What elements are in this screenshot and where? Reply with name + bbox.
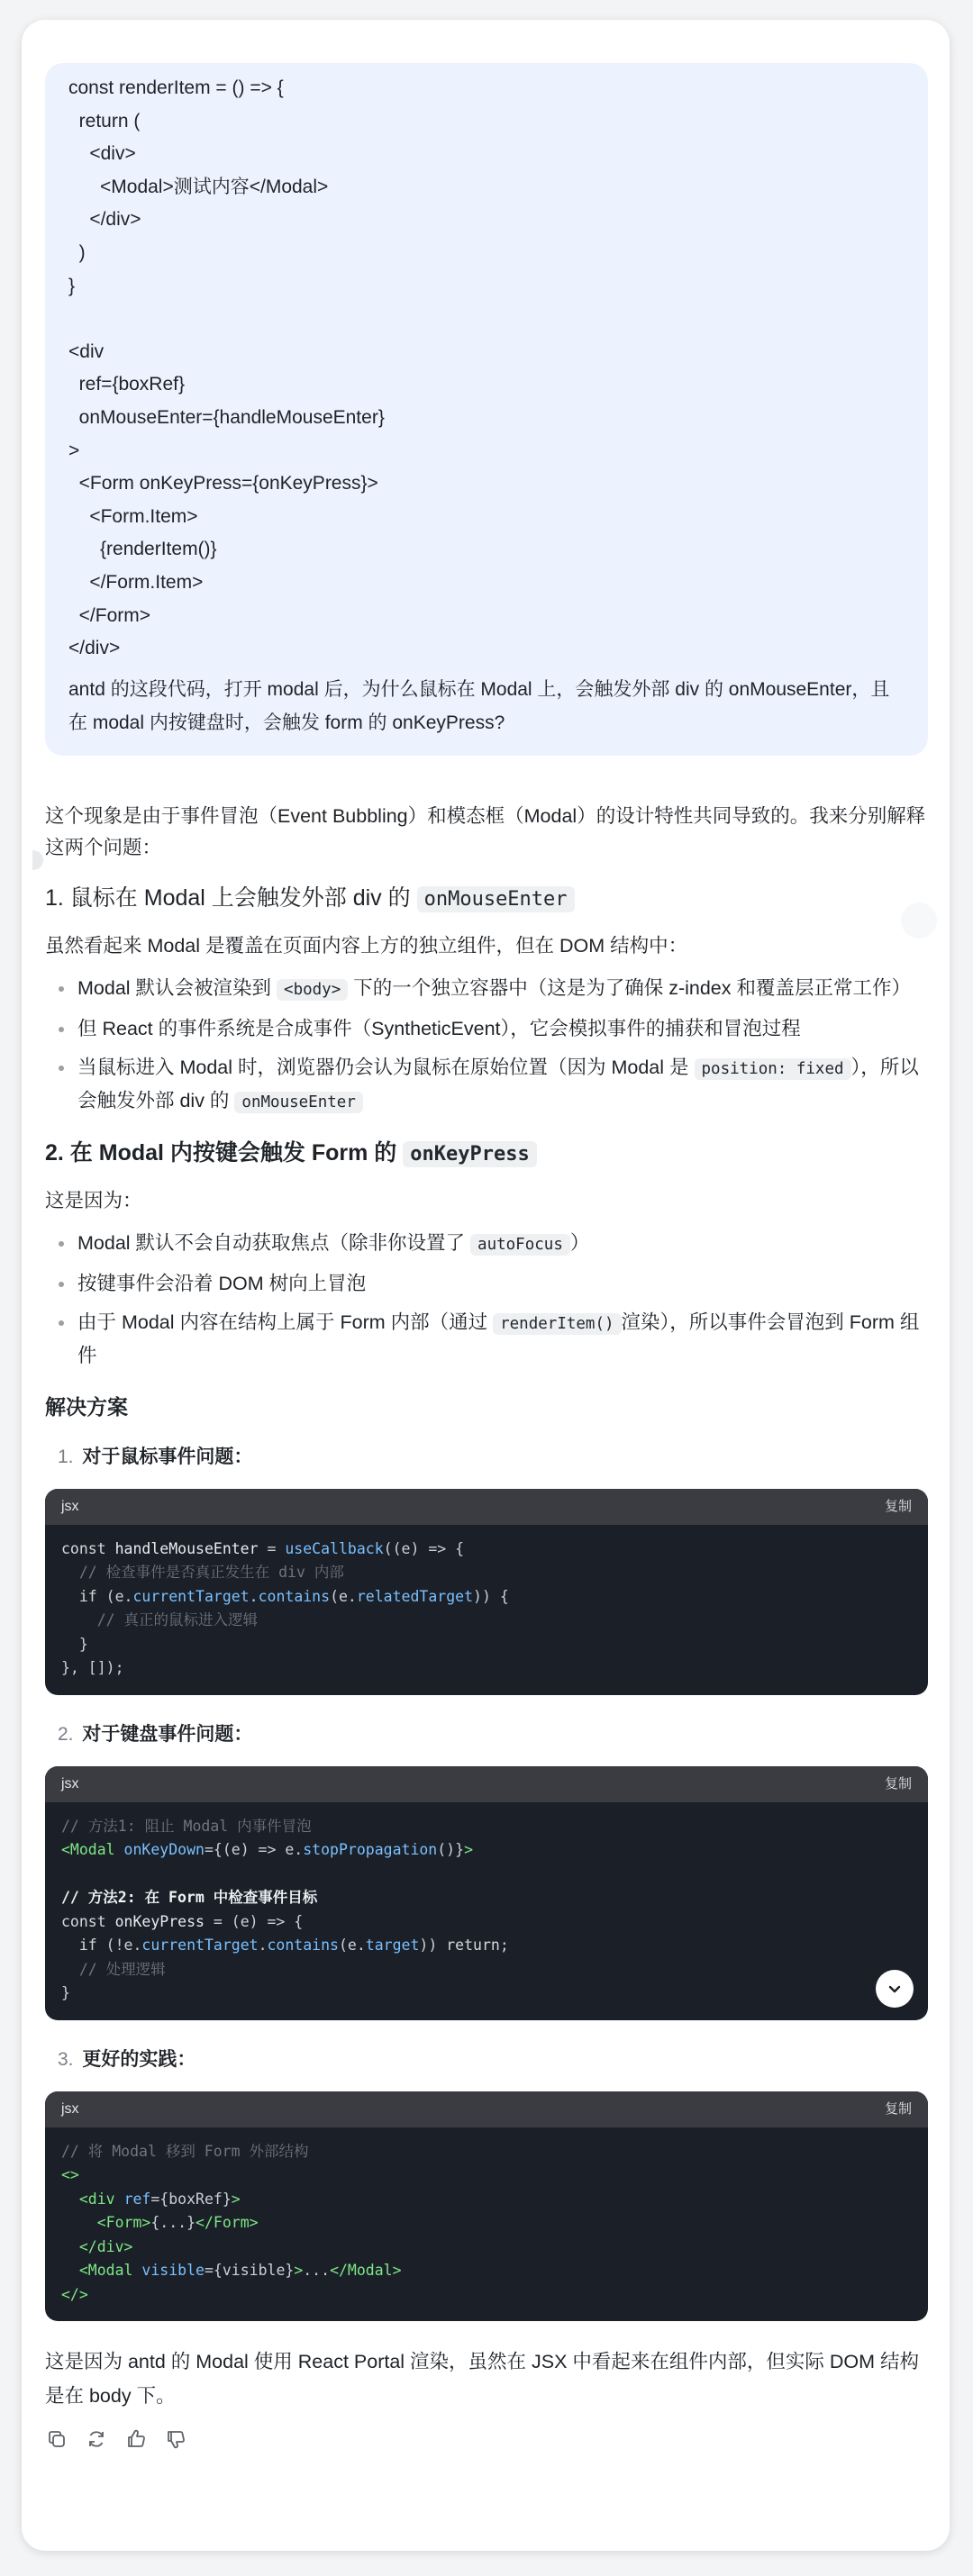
step-label: 更好的实践：	[82, 2048, 196, 2070]
code-block-2	[45, 1766, 928, 2020]
thumbs-down-icon	[165, 2428, 186, 2450]
section-2-text: 这是因为：	[45, 1189, 142, 1211]
code-block-header	[45, 2091, 928, 2127]
user-code-line: <Form.Item>	[68, 505, 198, 527]
conversation	[45, 63, 928, 2451]
list-item	[76, 1228, 928, 1261]
user-code-line: </div>	[68, 638, 121, 659]
user-code-line: <Form onKeyPress={onKeyPress}>	[68, 473, 378, 494]
code-block-header	[45, 1766, 928, 1802]
step-3	[45, 2044, 928, 2075]
code-language: jsx	[61, 1776, 79, 1792]
inline-code: <body>	[277, 979, 348, 1001]
user-code-line: </Form.Item>	[68, 571, 204, 593]
section-1-heading	[45, 880, 928, 918]
code-block-3	[45, 2091, 928, 2322]
code-content: // 方法1: 阻止 Modal 内事件冒泡 <Modal onKeyDown={(e) => e.stopPropagation()}> // 方法2: 在 Form 中检查事件目标 const onKeyPress = (e) => { if (!e.currentTarget.contains(e.target)) return; // 处理逻辑 }	[45, 1802, 928, 2020]
user-code-line	[68, 303, 903, 336]
copy-icon	[46, 2428, 68, 2450]
copy-code-button[interactable]: 复制	[884, 1499, 912, 1515]
like-button[interactable]	[124, 2427, 148, 2451]
dislike-button[interactable]	[164, 2427, 187, 2451]
chevron-down-icon	[886, 1980, 904, 1998]
section-2-title: 2. 在 Modal 内按键会触发 Form 的	[45, 1139, 397, 1166]
bullet-text: 由于 Modal 内容在结构上属于 Form 内部（通过	[77, 1311, 488, 1333]
inline-code: renderItem()	[493, 1313, 621, 1335]
section-1-title-code: onMouseEnter	[417, 886, 575, 912]
inline-code: autoFocus	[470, 1234, 570, 1256]
code-content: const handleMouseEnter = useCallback((e) => { // 检查事件是否真正发生在 div 内部 if (e.currentTarget.contains(e.relatedTarget)) { // 真正的鼠标进入逻辑 } }, []);	[61, 1539, 509, 1677]
code-block-header	[45, 1489, 928, 1525]
bullet-text: Modal 默认会被渲染到	[77, 976, 272, 999]
user-code-line: >	[68, 440, 80, 461]
inline-code: onMouseEnter	[234, 1092, 362, 1113]
code-language: jsx	[61, 1499, 79, 1515]
thumbs-up-icon	[125, 2428, 147, 2450]
regenerate-button[interactable]	[85, 2427, 108, 2451]
user-message-bubble	[45, 63, 928, 756]
regenerate-icon	[86, 2428, 107, 2450]
section-1-title: 1. 鼠标在 Modal 上会触发外部 div 的	[45, 884, 411, 911]
inline-code: position: fixed	[695, 1058, 851, 1080]
user-code-line: )	[68, 241, 86, 263]
step-1	[45, 1441, 928, 1473]
section-2-heading	[45, 1135, 928, 1173]
step-number: 3.	[58, 2048, 74, 2070]
bullet-text: 但 React 的事件系统是合成事件（SyntheticEvent），它会模拟事件的捕获和冒泡过程	[77, 1017, 801, 1039]
message-actions	[45, 2427, 928, 2451]
assistant-answer	[45, 801, 928, 2452]
bullet-text: Modal 默认不会自动获取焦点（除非你设置了	[77, 1231, 466, 1254]
user-code-line: <Modal>测试内容</Modal>	[68, 176, 329, 197]
user-code-lines	[68, 72, 903, 666]
section-1-text: 虽然看起来 Modal 是覆盖在页面内容上方的独立组件，但在 DOM 结构中：	[45, 934, 688, 957]
code-content: // 将 Modal 移到 Form 外部结构 <> <div ref={boxRef}> <Form>{...}</Form> </div> <Modal visible={visible}>...</Modal> </>	[61, 2142, 402, 2303]
chat-card	[22, 20, 950, 2551]
user-code-line: }	[68, 275, 76, 296]
code-block-1	[45, 1489, 928, 1695]
bullet-text: 当鼠标进入 Modal 时，浏览器仍会认为鼠标在原始位置（因为 Modal 是	[77, 1056, 689, 1078]
bullet-text: ）	[569, 1231, 590, 1254]
user-question: antd 的这段代码，打开 modal 后，为什么鼠标在 Modal 上，会触发外部 div 的 onMouseEnter，且在 modal 内按键盘时，会触发 form 的 onKeyPress?	[68, 678, 890, 733]
user-code-line: {renderItem()}	[68, 539, 217, 560]
copy-code-button[interactable]: 复制	[884, 1776, 912, 1792]
bullet-text: 按键事件会沿着 DOM 树向上冒泡	[77, 1272, 367, 1294]
user-code-line: const renderItem = () => {	[68, 77, 284, 98]
answer-intro: 这个现象是由于事件冒泡（Event Bubbling）和模态框（Modal）的设计特性共同导致的。我来分别解释这两个问题：	[45, 804, 926, 858]
section-2-bullets	[45, 1228, 928, 1372]
list-item	[76, 1268, 928, 1300]
list-item	[76, 973, 928, 1006]
bullet-text: 下的一个独立容器中（这是为了确保 z-index 和覆盖层正常工作）	[353, 976, 911, 999]
left-edge-marker	[32, 850, 43, 870]
step-number: 1.	[58, 1446, 74, 1467]
solutions-heading: 解决方案	[45, 1394, 128, 1419]
answer-conclusion: 这是因为 antd 的 Modal 使用 React Portal 渲染，虽然在 JSX 中看起来在组件内部，但实际 DOM 结构是在 body 下。	[45, 2351, 920, 2408]
step-2	[45, 1719, 928, 1750]
copy-button[interactable]	[45, 2427, 68, 2451]
list-item	[76, 1307, 928, 1372]
bullet-text: 渲染），所以事件会冒泡到 Form 组件	[77, 1311, 920, 1366]
step-label: 对于键盘事件问题：	[82, 1723, 253, 1745]
user-code-line: <div	[68, 340, 105, 362]
section-2-title-code: onKeyPress	[403, 1141, 536, 1167]
user-code-line: ref={boxRef}	[68, 374, 186, 395]
step-number: 2.	[58, 1723, 74, 1745]
code-language: jsx	[61, 2101, 79, 2118]
user-code-line: return (	[68, 110, 141, 132]
copy-code-button[interactable]: 复制	[884, 2101, 912, 2118]
user-code-line: </Form>	[68, 604, 151, 626]
user-code-line: </div>	[68, 209, 141, 231]
list-item	[76, 1052, 928, 1119]
list-item	[76, 1013, 928, 1045]
user-code-line: onMouseEnter={handleMouseEnter}	[68, 406, 385, 428]
user-code-line: <div>	[68, 143, 136, 165]
scroll-down-button[interactable]	[876, 1970, 914, 2008]
bullet-text: ），所以会触发外部 div 的	[77, 1056, 919, 1111]
section-1-bullets	[45, 973, 928, 1119]
step-label: 对于鼠标事件问题：	[82, 1446, 253, 1467]
